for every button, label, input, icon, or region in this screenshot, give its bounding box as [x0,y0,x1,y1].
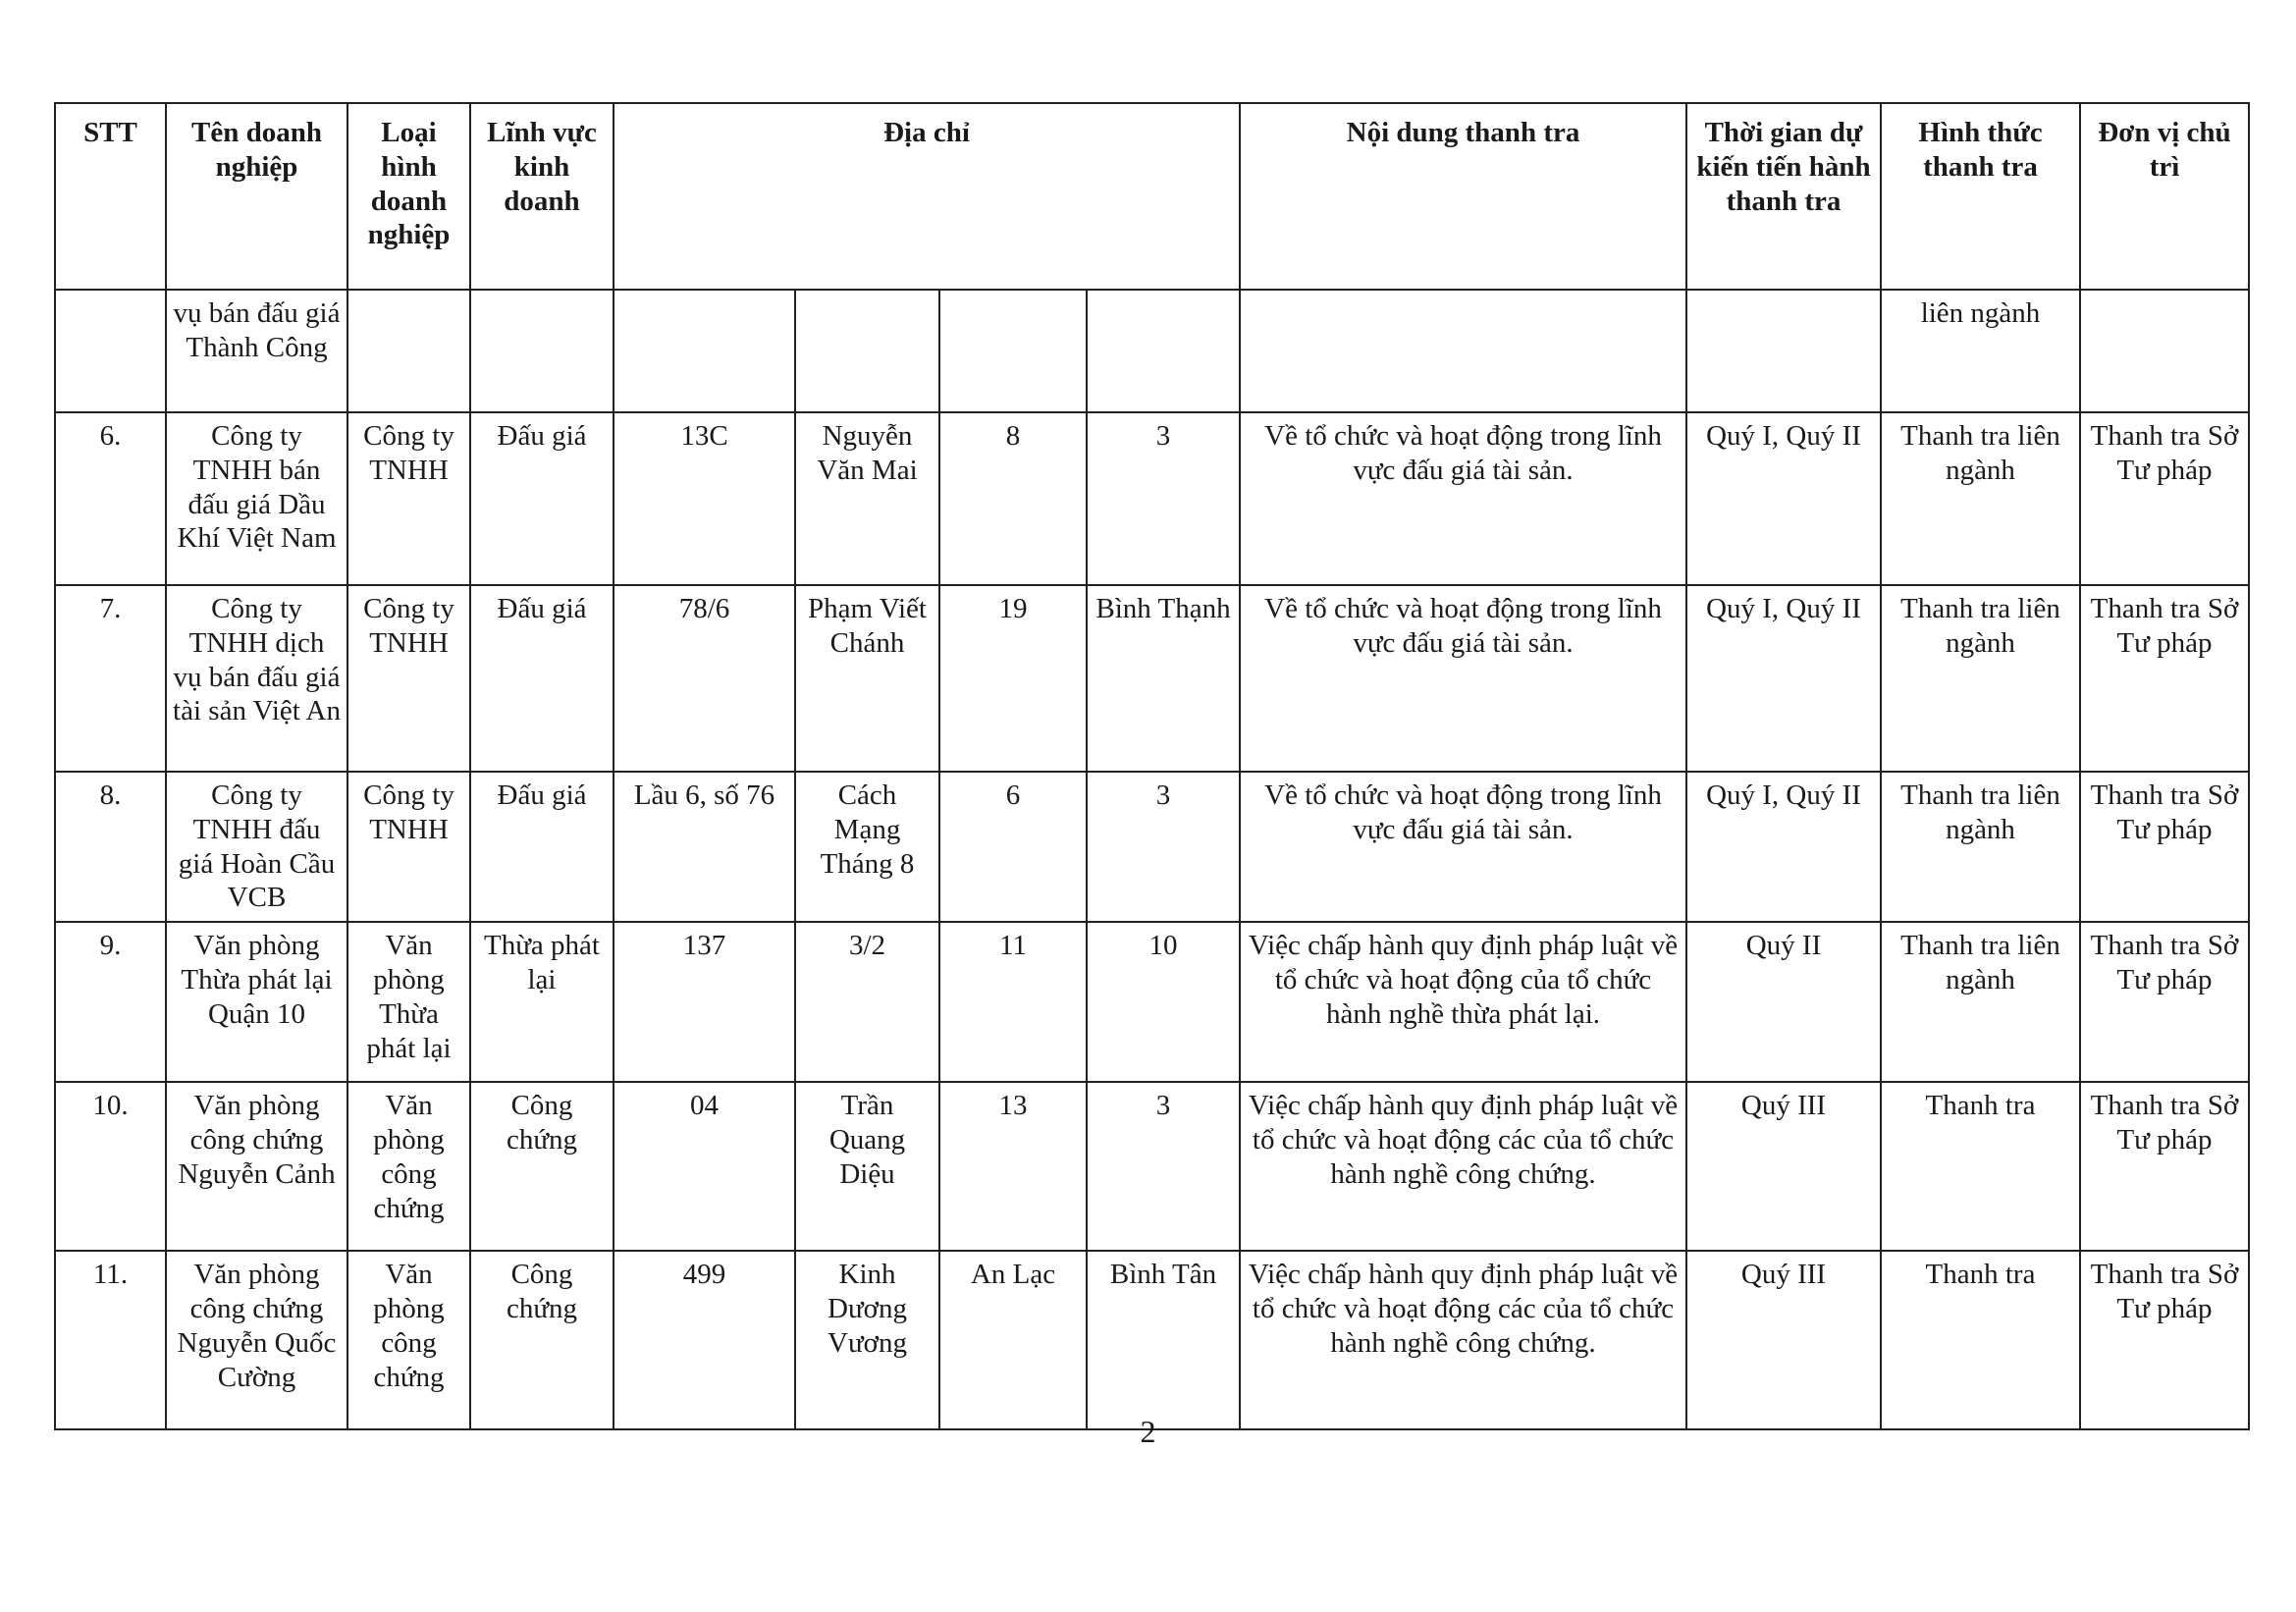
cell-form: Thanh tra liên ngành [1881,585,2080,772]
cell-unit: Thanh tra Sở Tư pháp [2080,412,2249,585]
cell-stt: 8. [55,772,166,922]
cell-business-name: Văn phòng công chứng Nguyễn Quốc Cường [166,1251,347,1429]
cell-district: Bình Thạnh [1087,585,1240,772]
cell-business-type: Công ty TNHH [347,772,470,922]
cell-time: Quý III [1686,1251,1881,1429]
cell-street: 3/2 [795,922,939,1082]
cell-unit: Thanh tra Sở Tư pháp [2080,1082,2249,1251]
cell-content: Việc chấp hành quy định pháp luật về tổ chức và hoạt động của tổ chức hành nghề thừa phát lại. [1240,922,1686,1082]
table-row [55,412,2249,585]
cell-business-type: Văn phòng công chứng [347,1251,470,1429]
cell-form: Thanh tra [1881,1251,2080,1429]
cell-unit: Thanh tra Sở Tư pháp [2080,772,2249,922]
cell-content: Về tổ chức và hoạt động trong lĩnh vực đấu giá tài sản. [1240,772,1686,922]
header-address: Địa chỉ [614,103,1240,290]
inspection-plan-table [54,102,2250,1430]
cell-time: Quý I, Quý II [1686,772,1881,922]
cell-time: Quý I, Quý II [1686,585,1881,772]
table-row [55,585,2249,772]
cell-stt: 9. [55,922,166,1082]
table-row [55,922,2249,1082]
cell-ward: 19 [939,585,1087,772]
cell-business-name: Công ty TNHH đấu giá Hoàn Cầu VCB [166,772,347,922]
table-row [55,772,2249,922]
cell-business-field: Công chứng [470,1082,614,1251]
cell-unit [2080,290,2249,412]
cell-content: Về tổ chức và hoạt động trong lĩnh vực đấu giá tài sản. [1240,585,1686,772]
table-header-row [55,103,2249,290]
cell-stt: 11. [55,1251,166,1429]
cell-time [1686,290,1881,412]
cell-street: Cách Mạng Tháng 8 [795,772,939,922]
page-number: 2 [1140,1414,1156,1449]
cell-business-field [470,290,614,412]
cell-house-number: 78/6 [614,585,795,772]
cell-street: Kinh Dương Vương [795,1251,939,1429]
cell-content: Về tổ chức và hoạt động trong lĩnh vực đấu giá tài sản. [1240,412,1686,585]
cell-ward: 8 [939,412,1087,585]
header-stt: STT [55,103,166,290]
cell-form: Thanh tra liên ngành [1881,412,2080,585]
cell-house-number: 13C [614,412,795,585]
cell-business-name: Văn phòng công chứng Nguyễn Cảnh [166,1082,347,1251]
cell-content: Việc chấp hành quy định pháp luật về tổ chức và hoạt động các của tổ chức hành nghề công chứng. [1240,1082,1686,1251]
cell-business-field: Công chứng [470,1251,614,1429]
cell-business-field: Thừa phát lại [470,922,614,1082]
cell-form: liên ngành [1881,290,2080,412]
cell-time: Quý II [1686,922,1881,1082]
cell-business-name: vụ bán đấu giá Thành Công [166,290,347,412]
cell-business-name: Văn phòng Thừa phát lại Quận 10 [166,922,347,1082]
cell-house-number: 137 [614,922,795,1082]
header-business-name: Tên doanh nghiệp [166,103,347,290]
cell-content: Việc chấp hành quy định pháp luật về tổ chức và hoạt động các của tổ chức hành nghề công chứng. [1240,1251,1686,1429]
cell-ward [939,290,1087,412]
cell-ward: 11 [939,922,1087,1082]
cell-form: Thanh tra liên ngành [1881,922,2080,1082]
cell-ward: 6 [939,772,1087,922]
cell-ward: 13 [939,1082,1087,1251]
table-row-continuation [55,290,2249,412]
cell-business-name: Công ty TNHH dịch vụ bán đấu giá tài sản Việt An [166,585,347,772]
cell-business-field: Đấu giá [470,772,614,922]
cell-street: Trần Quang Diệu [795,1082,939,1251]
cell-business-field: Đấu giá [470,412,614,585]
cell-stt [55,290,166,412]
cell-house-number: 04 [614,1082,795,1251]
cell-business-name: Công ty TNHH bán đấu giá Dầu Khí Việt Nam [166,412,347,585]
header-inspection-time: Thời gian dự kiến tiến hành thanh tra [1686,103,1881,290]
table-row [55,1082,2249,1251]
cell-business-type [347,290,470,412]
cell-time: Quý III [1686,1082,1881,1251]
cell-district [1087,290,1240,412]
cell-district: 10 [1087,922,1240,1082]
cell-stt: 10. [55,1082,166,1251]
cell-unit: Thanh tra Sở Tư pháp [2080,585,2249,772]
cell-district: Bình Tân [1087,1251,1240,1429]
cell-business-type: Văn phòng Thừa phát lại [347,922,470,1082]
cell-ward: An Lạc [939,1251,1087,1429]
cell-stt: 6. [55,412,166,585]
header-inspection-form: Hình thức thanh tra [1881,103,2080,290]
header-lead-unit: Đơn vị chủ trì [2080,103,2249,290]
cell-house-number: Lầu 6, số 76 [614,772,795,922]
cell-house-number: 499 [614,1251,795,1429]
cell-house-number [614,290,795,412]
cell-unit: Thanh tra Sở Tư pháp [2080,922,2249,1082]
header-business-field: Lĩnh vực kinh doanh [470,103,614,290]
cell-business-type: Công ty TNHH [347,412,470,585]
header-inspection-content: Nội dung thanh tra [1240,103,1686,290]
cell-business-type: Công ty TNHH [347,585,470,772]
table-row [55,1251,2249,1429]
header-business-type: Loại hình doanh nghiệp [347,103,470,290]
cell-time: Quý I, Quý II [1686,412,1881,585]
cell-street [795,290,939,412]
inspection-plan-page [54,102,2248,1430]
cell-district: 3 [1087,1082,1240,1251]
cell-district: 3 [1087,772,1240,922]
cell-street: Phạm Viết Chánh [795,585,939,772]
cell-form: Thanh tra liên ngành [1881,772,2080,922]
cell-stt: 7. [55,585,166,772]
cell-form: Thanh tra [1881,1082,2080,1251]
cell-content [1240,290,1686,412]
cell-business-type: Văn phòng công chứng [347,1082,470,1251]
cell-unit: Thanh tra Sở Tư pháp [2080,1251,2249,1429]
cell-district: 3 [1087,412,1240,585]
cell-business-field: Đấu giá [470,585,614,772]
cell-street: Nguyễn Văn Mai [795,412,939,585]
